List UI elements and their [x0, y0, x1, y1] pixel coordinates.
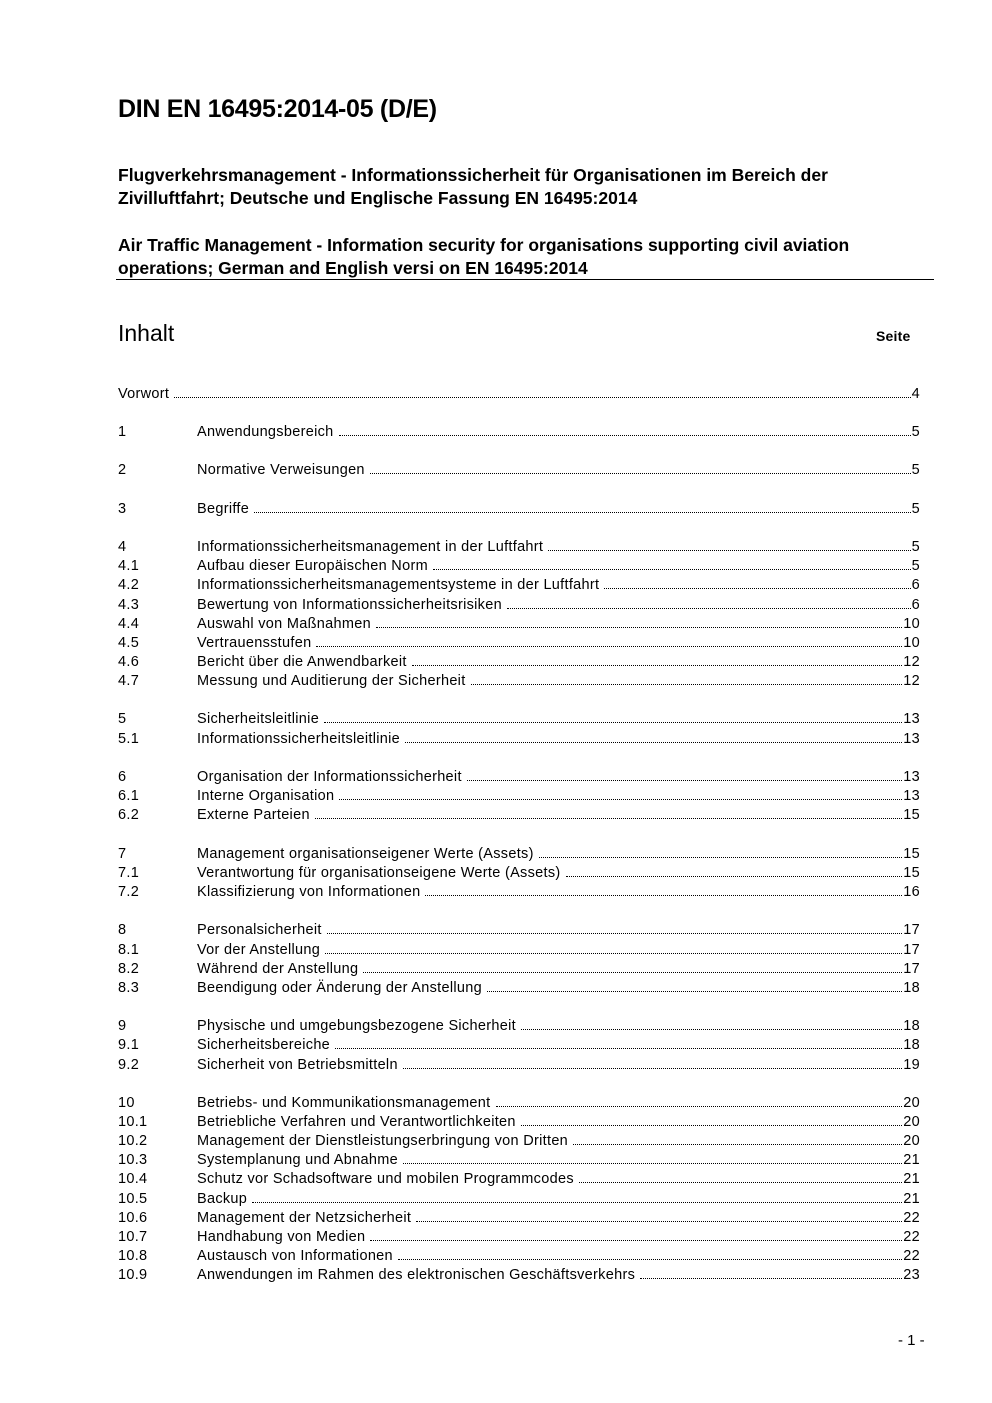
- toc-entry-line: [197, 1094, 920, 1113]
- toc-entry-number: 10.3: [118, 1152, 148, 1168]
- toc-entry-page: 13: [903, 731, 920, 747]
- toc-entry-line: [197, 787, 920, 806]
- toc-entry-number: 9.2: [118, 1057, 140, 1073]
- toc-entry-page: 21: [903, 1171, 920, 1187]
- toc-dot-leader: [573, 1144, 902, 1145]
- toc-dot-leader: [398, 1259, 902, 1260]
- toc-entry-number: 4.1: [118, 558, 140, 574]
- toc-entry-page: 13: [903, 769, 920, 785]
- toc-entry-page: 6: [911, 577, 920, 593]
- toc-entry-title: Begriffe: [197, 501, 250, 517]
- toc-entry-line: [197, 1266, 920, 1285]
- toc-entry[interactable]: [118, 1190, 920, 1209]
- toc-entry-line: [197, 845, 920, 864]
- toc-entry-number: 5: [118, 711, 127, 727]
- toc-entry-title: Anwendungsbereich: [197, 424, 334, 440]
- toc-entry-page: 22: [903, 1210, 920, 1226]
- toc-entry-line: [197, 921, 920, 940]
- toc-entry-number: 8.2: [118, 961, 140, 977]
- toc-entry-number: 6.2: [118, 807, 140, 823]
- toc-entry-page: 22: [903, 1248, 920, 1264]
- toc-entry-number: 4.2: [118, 577, 140, 593]
- toc-entry-number: 8.1: [118, 942, 140, 958]
- toc-entry-page: 20: [903, 1095, 920, 1111]
- toc-entry-title: Bewertung von Informationssicherheitsrisiken: [197, 597, 502, 613]
- toc-entry-page: 5: [911, 539, 920, 555]
- toc-dot-leader: [174, 397, 910, 398]
- toc-entry-page: 6: [911, 597, 920, 613]
- toc-entry-title: Vor der Anstellung: [197, 942, 321, 958]
- toc-dot-leader: [579, 1182, 902, 1183]
- toc-entry-title: Klassifizierung von Informationen: [197, 884, 421, 900]
- toc-entry-number: 10.9: [118, 1267, 148, 1283]
- toc-entry-number: 8.3: [118, 980, 140, 996]
- toc-dot-leader: [376, 627, 902, 628]
- toc-entry[interactable]: [118, 461, 920, 480]
- toc-entry[interactable]: [118, 710, 920, 729]
- toc-dot-leader: [370, 1240, 902, 1241]
- toc-entry-line: [197, 615, 920, 634]
- toc-entry-title: Backup: [197, 1191, 248, 1207]
- toc-dot-leader: [339, 435, 911, 436]
- toc-entry-title: Vertrauensstufen: [197, 635, 312, 651]
- toc-entry-title: Bericht über die Anwendbarkeit: [197, 654, 407, 670]
- toc-entry-number: 7.1: [118, 865, 140, 881]
- toc-entry-page: 19: [903, 1057, 920, 1073]
- toc-entry-page: 23: [903, 1267, 920, 1283]
- toc-entry-number: 7.2: [118, 884, 140, 900]
- toc-entry[interactable]: [118, 806, 920, 825]
- toc-entry-page: 12: [903, 673, 920, 689]
- toc-entry-page: 20: [903, 1133, 920, 1149]
- toc-entry-page: 5: [911, 424, 920, 440]
- toc-entry-line: [197, 538, 920, 557]
- toc-entry-line: [197, 1190, 920, 1209]
- toc-dot-leader: [325, 953, 902, 954]
- toc-entry-line: [197, 653, 920, 672]
- toc-entry[interactable]: [118, 960, 920, 979]
- toc-entry-page: 16: [903, 884, 920, 900]
- toc-entry-page: 18: [903, 1037, 920, 1053]
- toc-entry-line: [197, 1228, 920, 1247]
- toc-entry[interactable]: [118, 1017, 920, 1036]
- toc-entry-page: 10: [903, 616, 920, 632]
- toc-entry[interactable]: [118, 787, 920, 806]
- toc-entry-line: [197, 423, 920, 442]
- toc-dot-leader: [548, 550, 910, 551]
- toc-entry-line: [197, 1132, 920, 1151]
- toc-dot-leader: [521, 1125, 902, 1126]
- toc-entry[interactable]: [118, 1266, 920, 1285]
- toc-entry-line: [197, 1113, 920, 1132]
- toc-entry-number: 2: [118, 462, 127, 478]
- toc-entry-page: 13: [903, 788, 920, 804]
- toc-entry-page: 15: [903, 846, 920, 862]
- document-designation: DIN EN 16495:2014-05 (D/E): [118, 95, 437, 123]
- toc-entry-title: Sicherheitsbereiche: [197, 1037, 331, 1053]
- toc-entry-title: Austausch von Informationen: [197, 1248, 393, 1264]
- toc-entry[interactable]: [118, 921, 920, 940]
- toc-entry-line: [197, 557, 920, 576]
- toc-dot-leader: [335, 1048, 902, 1049]
- toc-entry-title: Informationssicherheitsleitlinie: [197, 731, 401, 747]
- toc-entry-title: Informationssicherheitsmanagementsysteme in der Luftfahrt: [197, 577, 600, 593]
- toc-entry-page: 18: [903, 1018, 920, 1034]
- toc-dot-leader: [254, 512, 911, 513]
- toc-entry[interactable]: [118, 979, 920, 998]
- toc-dot-leader: [403, 1068, 902, 1069]
- toc-entry-title: Auswahl von Maßnahmen: [197, 616, 371, 632]
- toc-entry-title: Externe Parteien: [197, 807, 310, 823]
- toc-entry[interactable]: [118, 730, 920, 749]
- toc-entry[interactable]: [118, 1094, 920, 1113]
- toc-entry[interactable]: [118, 672, 920, 691]
- toc-entry-number: 4.7: [118, 673, 140, 689]
- toc-dot-leader: [471, 684, 903, 685]
- toc-entry[interactable]: [118, 1056, 920, 1075]
- toc-entry-number: 4.5: [118, 635, 140, 651]
- toc-entry-number: 4.3: [118, 597, 140, 613]
- toc-entry-number: 3: [118, 501, 127, 517]
- toc-entry[interactable]: [118, 1228, 920, 1247]
- toc-dot-leader: [487, 991, 902, 992]
- toc-entry-number: 4.4: [118, 616, 140, 632]
- toc-dot-leader: [327, 933, 903, 934]
- toc-entry-line: [197, 672, 920, 691]
- toc-entry-page: 15: [903, 807, 920, 823]
- toc-entry-line: [197, 864, 920, 883]
- toc-entry-page: 10: [903, 635, 920, 651]
- toc-entry-line: [197, 1209, 920, 1228]
- toc-dot-leader: [405, 742, 902, 743]
- toc-dot-leader: [604, 588, 910, 589]
- page-number: - 1 -: [898, 1332, 925, 1349]
- toc-dot-leader: [425, 895, 902, 896]
- toc-entry-title: Management organisationseigener Werte (Assets): [197, 846, 534, 862]
- toc-entry-title: Schutz vor Schadsoftware und mobilen Programmcodes: [197, 1171, 574, 1187]
- toc-entry-number: 10.2: [118, 1133, 148, 1149]
- toc-entry-page: 12: [903, 654, 920, 670]
- toc-entry[interactable]: [118, 1036, 920, 1055]
- toc-entry-line: [118, 385, 920, 404]
- toc-entry-line: [197, 1170, 920, 1189]
- toc-entry-line: [197, 960, 920, 979]
- toc-entry-page: 21: [903, 1191, 920, 1207]
- toc-entry-page: 5: [911, 462, 920, 478]
- title-divider: [116, 279, 934, 280]
- toc-entry[interactable]: [118, 596, 920, 615]
- toc-heading: Inhalt: [118, 320, 175, 346]
- toc-entry-line: [197, 1056, 920, 1075]
- toc-entry-number: 7: [118, 846, 127, 862]
- toc-entry-title: Management der Dienstleistungserbringung von Dritten: [197, 1133, 569, 1149]
- toc-entry-line: [197, 768, 920, 787]
- toc-entry-line: [197, 461, 920, 480]
- toc-entry[interactable]: [118, 864, 920, 883]
- toc-entry-page: 17: [903, 942, 920, 958]
- toc-dot-leader: [416, 1221, 902, 1222]
- toc-dot-leader: [403, 1163, 902, 1164]
- toc-entry[interactable]: [118, 423, 920, 442]
- toc-entry[interactable]: [118, 653, 920, 672]
- toc-entry-number: 10.4: [118, 1171, 148, 1187]
- toc-entry[interactable]: [118, 1132, 920, 1151]
- toc-entry[interactable]: [118, 1113, 920, 1132]
- toc-entry-page: 5: [911, 501, 920, 517]
- toc-entry[interactable]: [118, 557, 920, 576]
- toc-dot-leader: [370, 473, 911, 474]
- toc-entry-line: [197, 979, 920, 998]
- toc-entry-title: Informationssicherheitsmanagement in der Luftfahrt: [197, 539, 544, 555]
- toc-entry-page: 5: [911, 558, 920, 574]
- toc-entry-title: Betriebs- und Kommunikationsmanagement: [197, 1095, 491, 1111]
- toc-page-column-label: Seite: [876, 328, 911, 344]
- toc-entry-title: Handhabung von Medien: [197, 1229, 366, 1245]
- toc-entry-line: [197, 500, 920, 519]
- toc-entry-line: [197, 941, 920, 960]
- toc-entry-number: 5.1: [118, 731, 140, 747]
- toc-entry-number: 9: [118, 1018, 127, 1034]
- toc-dot-leader: [467, 780, 902, 781]
- toc-entry-title: Interne Organisation: [197, 788, 335, 804]
- toc-entry-number: 4.6: [118, 654, 140, 670]
- toc-dot-leader: [566, 876, 903, 877]
- toc-entry[interactable]: [118, 576, 920, 595]
- toc-dot-leader: [496, 1106, 903, 1107]
- toc-entry-line: [197, 806, 920, 825]
- title-german: Flugverkehrsmanagement - Informationssicherheit für Organisationen im Bereich der Zivilluftfahrt; Deutsche und Englische Fassung EN 16495:2014: [118, 165, 828, 208]
- toc-entry-page: 20: [903, 1114, 920, 1130]
- toc-entry-number: 1: [118, 424, 127, 440]
- toc-entry-line: [197, 1036, 920, 1055]
- toc-entry-line: [197, 710, 920, 729]
- toc-entry-title: Messung und Auditierung der Sicherheit: [197, 673, 466, 689]
- toc-entry[interactable]: [118, 538, 920, 557]
- toc-entry[interactable]: [118, 941, 920, 960]
- toc-entry-title: Anwendungen im Rahmen des elektronischen Geschäftsverkehrs: [197, 1267, 636, 1283]
- toc-entry-title: Aufbau dieser Europäischen Norm: [197, 558, 428, 574]
- toc-entry[interactable]: [118, 1209, 920, 1228]
- toc-dot-leader: [339, 799, 902, 800]
- toc-entry-page: 15: [903, 865, 920, 881]
- toc-entry-title: Normative Verweisungen: [197, 462, 365, 478]
- toc-entry-line: [197, 1017, 920, 1036]
- toc-entry-title: Während der Anstellung: [197, 961, 359, 977]
- toc-dot-leader: [507, 608, 911, 609]
- toc-entry-title: Management der Netzsicherheit: [197, 1210, 412, 1226]
- toc-entry-number: 8: [118, 922, 127, 938]
- toc-entry-line: [197, 1151, 920, 1170]
- toc-entry-line: [197, 596, 920, 615]
- toc-entry-page: 17: [903, 961, 920, 977]
- toc-entry-number: 6: [118, 769, 127, 785]
- toc-entry-number: 10: [118, 1095, 135, 1111]
- toc-entry-line: [197, 730, 920, 749]
- toc-entry-page: 4: [911, 386, 920, 402]
- toc-entry-title: Organisation der Informationssicherheit: [197, 769, 462, 785]
- toc-entry-number: 10.7: [118, 1229, 148, 1245]
- toc-entry-line: [197, 1247, 920, 1266]
- toc-dot-leader: [315, 818, 902, 819]
- toc-entry[interactable]: [118, 385, 920, 404]
- toc-dot-leader: [640, 1278, 902, 1279]
- toc-entry-title: Vorwort: [118, 386, 170, 402]
- toc-dot-leader: [539, 857, 903, 858]
- toc-entry[interactable]: [118, 1151, 920, 1170]
- toc-entry-page: 18: [903, 980, 920, 996]
- toc-entry-number: 10.1: [118, 1114, 148, 1130]
- toc-entry-page: 13: [903, 711, 920, 727]
- toc-entry[interactable]: [118, 1247, 920, 1266]
- toc-entry-number: 4: [118, 539, 127, 555]
- toc-dot-leader: [433, 569, 911, 570]
- toc-entry-number: 10.8: [118, 1248, 148, 1264]
- toc-entry[interactable]: [118, 615, 920, 634]
- toc-entry-title: Personalsicherheit: [197, 922, 322, 938]
- toc-entry[interactable]: [118, 634, 920, 653]
- toc-entry-title: Physische und umgebungsbezogene Sicherheit: [197, 1018, 516, 1034]
- toc-entry[interactable]: [118, 883, 920, 902]
- toc-dot-leader: [252, 1202, 902, 1203]
- toc-entry-number: 6.1: [118, 788, 140, 804]
- toc-entry-title: Sicherheitsleitlinie: [197, 711, 320, 727]
- toc-entry-title: Betriebliche Verfahren und Verantwortlichkeiten: [197, 1114, 516, 1130]
- toc-dot-leader: [412, 665, 903, 666]
- toc-entry[interactable]: [118, 768, 920, 787]
- toc-entry-title: Verantwortung für organisationseigene Werte (Assets): [197, 865, 561, 881]
- toc-entry[interactable]: [118, 1170, 920, 1189]
- toc-entry-title: Systemplanung und Abnahme: [197, 1152, 398, 1168]
- toc-entry-line: [197, 634, 920, 653]
- toc-entry-page: 17: [903, 922, 920, 938]
- toc-dot-leader: [521, 1029, 902, 1030]
- toc-dot-leader: [316, 646, 902, 647]
- title-english: Air Traffic Management - Information security for organisations supporting civil aviation operations; German and English versi on EN 16495:2014: [118, 235, 850, 278]
- toc-entry-page: 21: [903, 1152, 920, 1168]
- toc-entry-number: 9.1: [118, 1037, 140, 1053]
- toc-entry-title: Beendigung oder Änderung der Anstellung: [197, 980, 482, 996]
- toc-dot-leader: [363, 972, 902, 973]
- toc-entry[interactable]: [118, 500, 920, 519]
- toc-entry-line: [197, 883, 920, 902]
- toc-entry-title: Sicherheit von Betriebsmitteln: [197, 1057, 398, 1073]
- toc-entry[interactable]: [118, 845, 920, 864]
- toc-entry-page: 22: [903, 1229, 920, 1245]
- toc-entry-number: 10.5: [118, 1191, 148, 1207]
- toc-entry-line: [197, 576, 920, 595]
- toc-dot-leader: [324, 722, 902, 723]
- toc-entry-number: 10.6: [118, 1210, 148, 1226]
